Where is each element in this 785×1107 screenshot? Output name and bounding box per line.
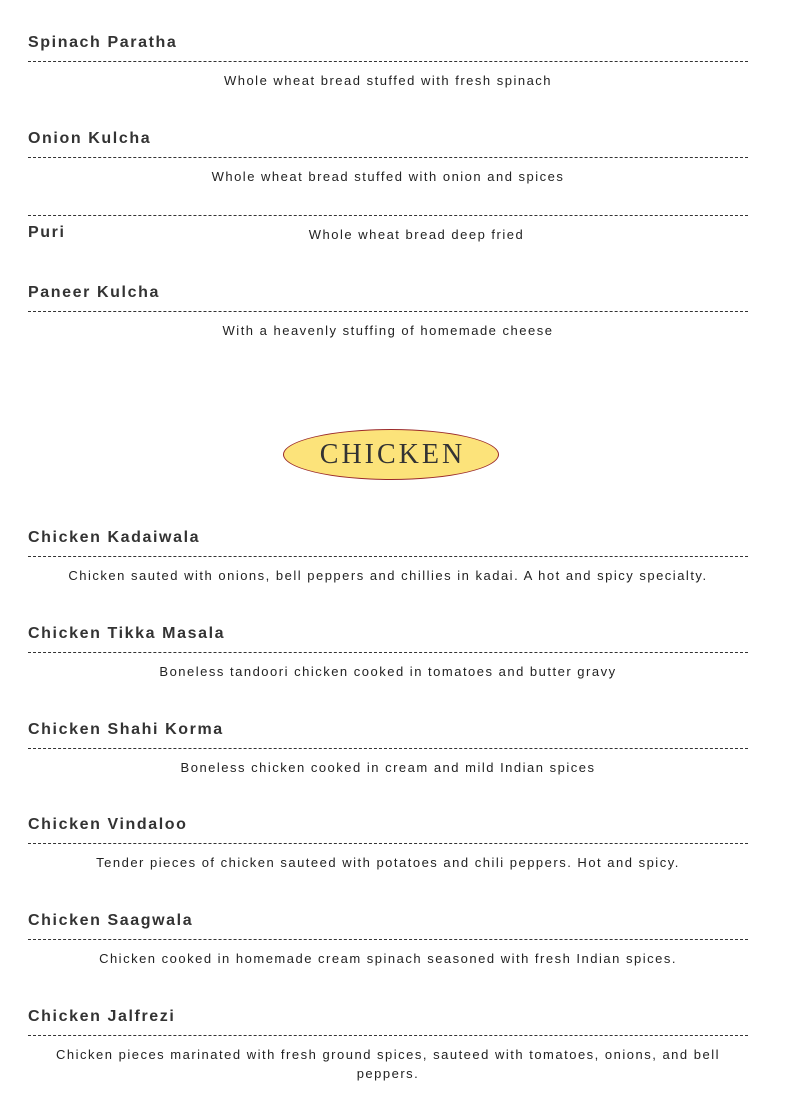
dashed-divider [28,843,748,844]
item-name: Onion Kulcha [28,130,152,147]
dashed-divider [28,939,748,940]
item-description: Whole wheat bread stuffed with onion and spices [211,169,565,184]
item-name: Chicken Shahi Korma [28,721,224,738]
item-name: Chicken Saagwala [28,912,194,929]
item-name: Chicken Vindaloo [28,816,188,833]
item-description: Whole wheat bread deep fried [308,227,525,242]
item-name: Chicken Jalfrezi [28,1008,176,1025]
item-name: Paneer Kulcha [28,284,160,301]
dashed-divider [28,61,748,62]
dashed-divider [28,1035,748,1036]
dashed-divider [28,157,748,158]
item-description: Boneless tandoori chicken cooked in tomatoes and butter gravy [159,664,617,679]
dashed-divider [28,311,748,312]
item-description: Chicken cooked in homemade cream spinach seasoned with fresh Indian spices. [99,951,677,966]
item-description: With a heavenly stuffing of homemade cheese [222,323,554,338]
item-description: Tender pieces of chicken sauteed with potatoes and chili peppers. Hot and spicy. [96,855,680,870]
section-header-chicken [283,429,499,480]
item-name: Spinach Paratha [28,34,178,51]
item-description: Chicken sauted with onions, bell peppers and chillies in kadai. A hot and spicy specialty. [68,568,708,583]
item-name: Puri [28,224,66,241]
item-description: Boneless chicken cooked in cream and mild Indian spices [180,760,596,775]
dashed-divider [28,556,748,557]
dashed-divider [28,748,748,749]
dashed-divider [28,215,748,216]
item-name: Chicken Kadaiwala [28,529,201,546]
section-title: CHICKEN [319,438,466,470]
item-name: Chicken Tikka Masala [28,625,226,642]
item-description: Whole wheat bread stuffed with fresh spinach [223,73,553,88]
item-description: Chicken pieces marinated with fresh ground spices, sauteed with tomatoes, onions, and bell peppers. [56,1047,720,1081]
dashed-divider [28,652,748,653]
